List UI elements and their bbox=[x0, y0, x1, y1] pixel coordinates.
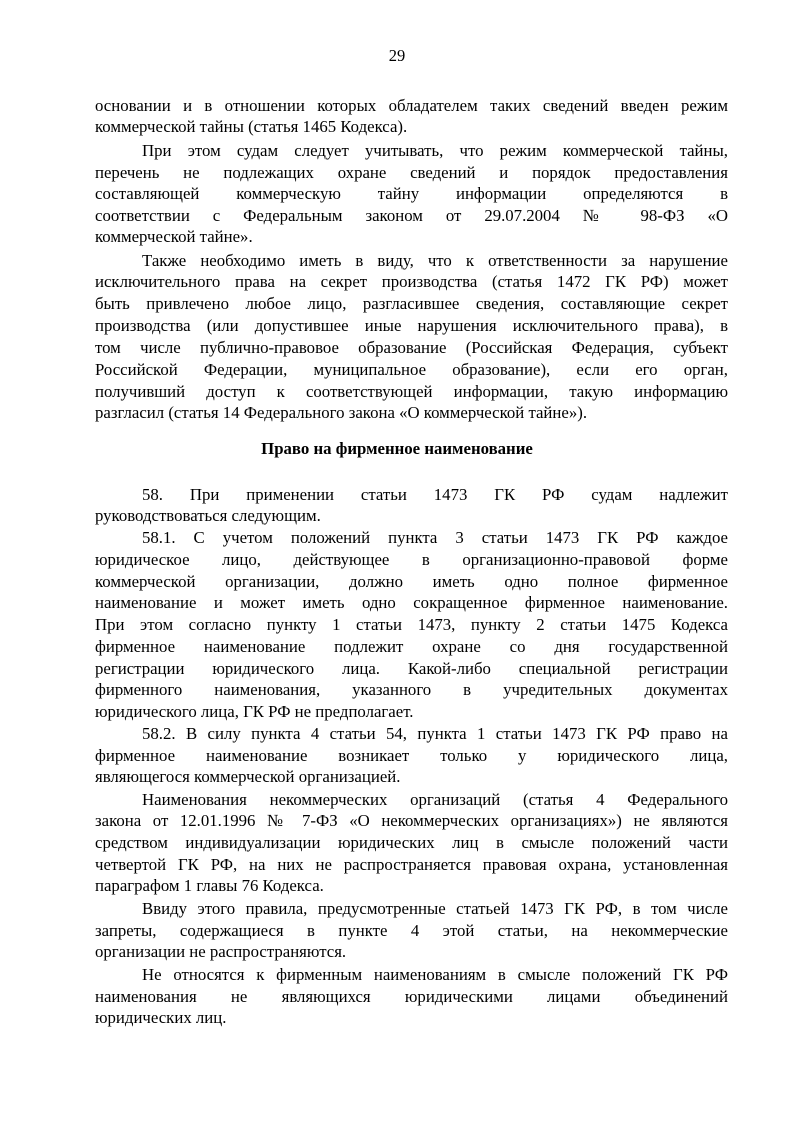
text-line: разгласил (статья 14 Федерального закона «О коммерческой тайне»). bbox=[95, 403, 588, 422]
text-line: запреты, содержащиеся в пункте 4 этой статьи, на некоммерческие bbox=[95, 921, 728, 940]
text-line: руководствоваться следующим. bbox=[95, 506, 321, 525]
page-number: 29 bbox=[388, 46, 406, 65]
text-line: коммерческой тайне». bbox=[95, 227, 253, 246]
text-line: Российской Федерации, муниципальное образование), если его орган, bbox=[95, 360, 728, 379]
text-line: четвертой ГК РФ, на них не распространяется правовая охрана, установленная bbox=[95, 855, 728, 874]
text-line: фирменное наименование подлежит охране со дня государственной bbox=[95, 637, 728, 656]
text-line: получивший доступ к соответствующей информации, такую информацию bbox=[95, 382, 728, 401]
text-line: фирменное наименование возникает только у юридического лица, bbox=[95, 746, 728, 765]
text-line: Также необходимо иметь в виду, что к ответственности за нарушение bbox=[142, 251, 728, 270]
text-line: организации не распространяются. bbox=[95, 942, 347, 961]
text-line: юридическое лицо, действующее в организационно-правовой форме bbox=[95, 550, 728, 569]
text-line: 58.1. С учетом положений пункта 3 статьи 1473 ГК РФ каждое bbox=[142, 528, 728, 547]
text-line: Ввиду этого правила, предусмотренные статьей 1473 ГК РФ, в том числе bbox=[142, 899, 728, 918]
text-line: параграфом 1 главы 76 Кодекса. bbox=[95, 876, 324, 895]
text-line: основании и в отношении которых обладателем таких сведений введен режим bbox=[95, 96, 728, 115]
text-line: регистрации юридического лица. Какой-либо специальной регистрации bbox=[95, 659, 728, 678]
text-line: При этом судам следует учитывать, что режим коммерческой тайны, bbox=[142, 141, 728, 160]
text-line: коммерческой организации, должно иметь одно полное фирменное bbox=[95, 572, 728, 591]
text-line: наименования не являющихся юридическими лицами объединений bbox=[95, 987, 728, 1006]
text-line: наименование и может иметь одно сокращенное фирменное наименование. bbox=[95, 593, 728, 612]
text-line: соответствии с Федеральным законом от 29.07.2004 № 98-ФЗ «О bbox=[95, 206, 728, 225]
text-line: коммерческой тайны (статья 1465 Кодекса). bbox=[95, 117, 408, 136]
text-line: фирменного наименования, указанного в учредительных документах bbox=[95, 680, 728, 699]
text-line: исключительного права на секрет производства (статья 1472 ГК РФ) может bbox=[95, 272, 728, 291]
text-line: Не относятся к фирменным наименованиям в смысле положений ГК РФ bbox=[142, 965, 728, 984]
text-line: том числе публично-правовое образование (Российская Федерация, субъект bbox=[95, 338, 728, 357]
text-line: составляющей коммерческую тайну информации определяются в bbox=[95, 184, 728, 203]
text-line: средством индивидуализации юридических лиц в смысле положений части bbox=[95, 833, 728, 852]
text-line: перечень не подлежащих охране сведений и порядок предоставления bbox=[95, 163, 728, 182]
text-line: 58.2. В силу пункта 4 статьи 54, пункта 1 статьи 1473 ГК РФ право на bbox=[142, 724, 728, 743]
text-line: Наименования некоммерческих организаций (статья 4 Федерального bbox=[142, 790, 728, 809]
text-line: закона от 12.01.1996 № 7-ФЗ «О некоммерческих организациях») не являются bbox=[95, 811, 728, 830]
section-heading: Право на фирменное наименование bbox=[261, 439, 533, 458]
text-line: юридических лиц. bbox=[95, 1008, 227, 1027]
text-line: При этом согласно пункту 1 статьи 1473, пункту 2 статьи 1475 Кодекса bbox=[95, 615, 728, 634]
text-line: являющегося коммерческой организацией. bbox=[95, 767, 401, 786]
text-line: юридического лица, ГК РФ не предполагает. bbox=[95, 702, 414, 721]
text-line: производства (или допустившее иные нарушения исключительного права), в bbox=[95, 316, 728, 335]
text-line: быть привлечено любое лицо, разгласившее сведения, составляющие секрет bbox=[95, 294, 728, 313]
text-line: 58. При применении статьи 1473 ГК РФ судам надлежит bbox=[142, 485, 728, 504]
